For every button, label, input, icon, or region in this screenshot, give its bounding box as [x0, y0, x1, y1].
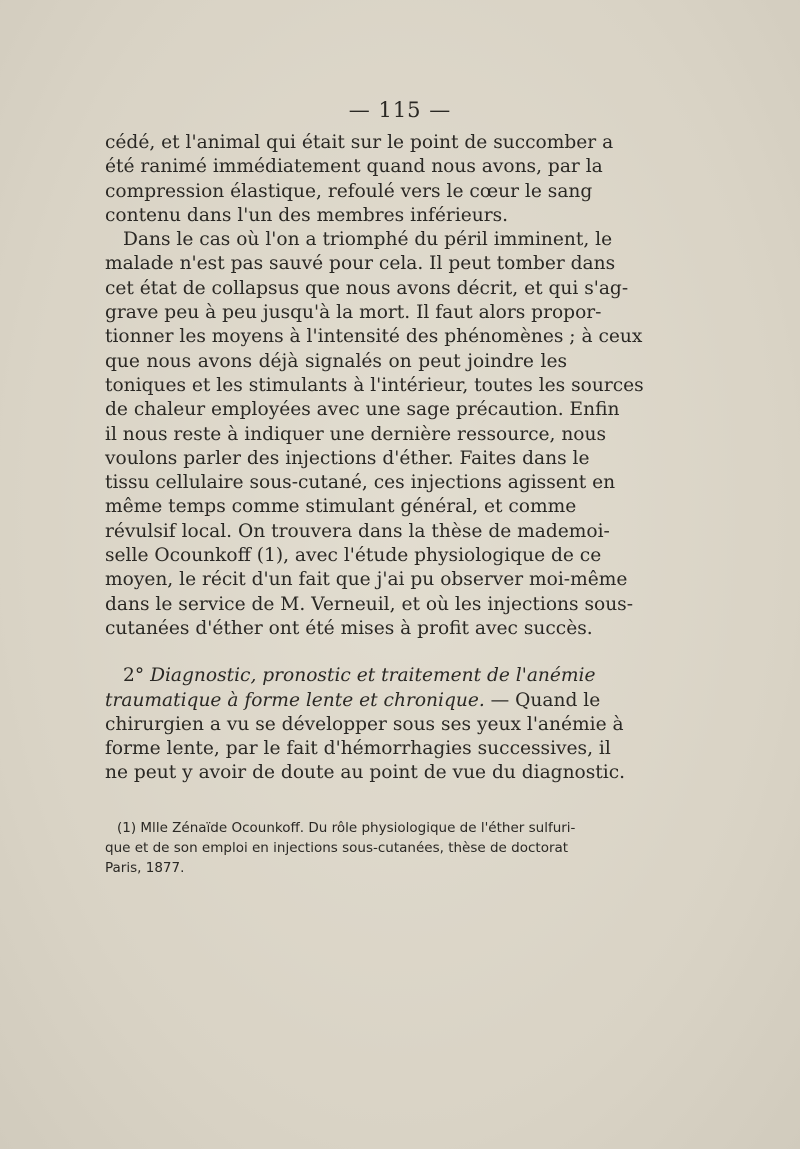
section-gap [105, 641, 567, 664]
paragraph-1 [105, 131, 614, 228]
text-line: été ranimé immédiatement quand nous avons, par la [105, 156, 603, 178]
footnote-line: que et de son emploi en injections sous-cutanées, thèse de doctorat [105, 840, 569, 856]
text-line: toniques et les stimulants à l'intérieur, toutes les sources [105, 374, 644, 396]
section-heading-line [105, 689, 601, 713]
footnote-line: (1) Mlle Zénaïde Ocounkoff. Du rôle physiologique de l'éther sulfuri- [117, 820, 576, 836]
section-heading-line [105, 664, 596, 688]
section-title-part: traumatique à forme lente et chronique. [105, 689, 485, 711]
footnote [105, 818, 576, 878]
text-line: compression élastique, refoulé vers le cœur le sang [105, 180, 593, 202]
text-line: cédé, et l'animal qui était sur le point de succomber a [105, 132, 614, 153]
text-line: ne peut y avoir de doute au point de vue du diagnostic. [105, 762, 626, 784]
page-number: — 115 — [348, 98, 452, 122]
text-fragment: Quand le [515, 689, 601, 711]
text-line: dans le service de M. Verneuil, et où les injections sous- [105, 593, 633, 615]
text-line: voulons parler des injections d'éther. Faites dans le [105, 447, 590, 469]
text-line: chirurgien a vu se développer sous ses yeux l'anémie à [105, 713, 624, 735]
section-number: 2° [123, 665, 145, 687]
main-text [105, 131, 644, 786]
text-line: Dans le cas où l'on a triomphé du péril imminent, le [123, 229, 613, 251]
text-line: contenu dans l'un des membres inférieurs. [105, 204, 509, 226]
text-line: révulsif local. On trouvera dans la thèse de mademoi- [105, 520, 610, 542]
footnote-line: Paris, 1877. [105, 860, 185, 876]
text-line: que nous avons déjà signalés on peut joindre les [105, 350, 567, 372]
text-line: même temps comme stimulant général, et comme [105, 496, 577, 518]
text-line: grave peu à peu jusqu'à la mort. Il faut alors propor- [105, 302, 602, 324]
text-line: de chaleur employées avec une sage précaution. Enfin [105, 399, 620, 421]
text-line: moyen, le récit d'un fait que j'ai pu observer moi-même [105, 569, 628, 591]
text-line: malade n'est pas sauvé pour cela. Il peut tomber dans [105, 253, 616, 275]
text-line: cet état de collapsus que nous avons décrit, et qui s'ag- [105, 277, 629, 299]
text-line: il nous reste à indiquer une dernière ressource, nous [105, 423, 607, 445]
text-line: cutanées d'éther ont été mises à profit avec succès. [105, 617, 593, 639]
section-title-part: Diagnostic, pronostic et traitement de l'anémie [150, 665, 596, 687]
paragraph-2 [105, 228, 644, 641]
text-line: tissu cellulaire sous-cutané, ces injections agissent en [105, 472, 616, 494]
section-2 [105, 664, 626, 785]
text-line: forme lente, par le fait d'hémorrhagies successives, il [105, 738, 611, 760]
text-line: selle Ocounkoff (1), avec l'étude physiologique de ce [105, 545, 602, 567]
dash: — [484, 689, 516, 711]
text-line: tionner les moyens à l'intensité des phénomènes ; à ceux [105, 326, 643, 348]
